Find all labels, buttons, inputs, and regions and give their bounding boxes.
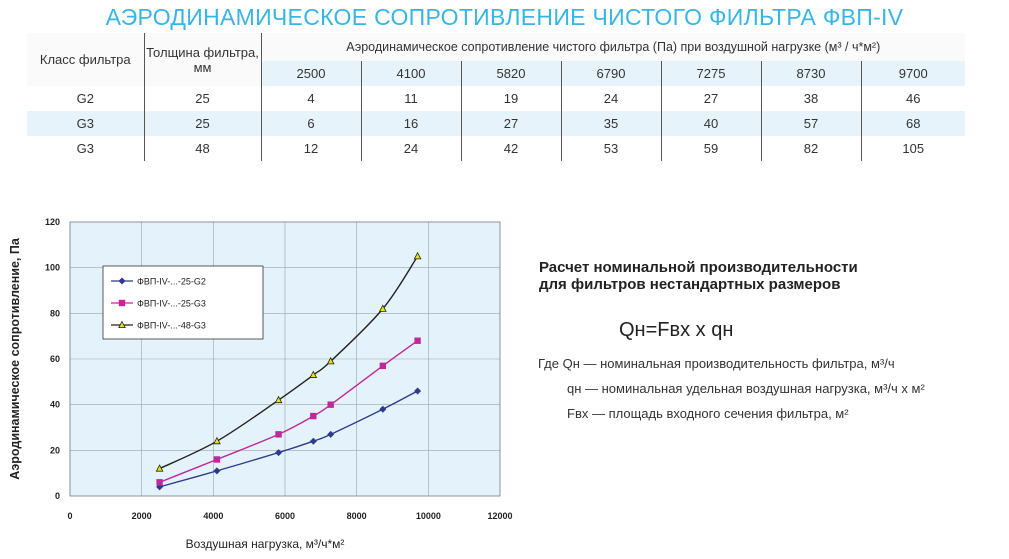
data-point [119,300,125,306]
x-tick-label: 2000 [131,511,152,521]
y-tick-label: 80 [49,308,60,319]
calc-heading-line2: для фильтров нестандартных размеров [539,276,841,293]
data-point [327,401,333,407]
cell-thickness: 48 [144,136,261,161]
where-line-1: Где Qн — номинальная производительность фильтра, м³/ч [538,356,895,371]
y-tick-label: 0 [54,491,60,501]
header-load: 2500 [261,61,361,86]
cell-thickness: 25 [144,86,261,111]
x-tick-label: 0 [67,511,73,521]
cell-value: 11 [361,86,461,111]
header-resistance: Аэродинамическое сопротивление чистого фильтра (Па) при воздушной нагрузке (м³ / ч*м²) [261,33,965,61]
cell-class: G3 [27,136,144,161]
resistance-table [27,33,965,161]
y-axis-label: Аэродинамическое сопротивление, Па [8,238,22,480]
data-point [414,338,420,344]
header-load: 7275 [661,61,761,86]
resistance-chart [0,205,520,559]
chart-svg [0,205,520,559]
cell-value: 59 [661,136,761,161]
cell-value: 53 [561,136,661,161]
cell-value: 57 [761,111,861,136]
cell-value: 16 [361,111,461,136]
cell-value: 24 [361,136,461,161]
header-load: 9700 [861,61,965,86]
where-line-3: Fвх — площадь входного сечения фильтра, м² [567,406,849,421]
x-tick-label: 12000 [487,511,513,521]
cell-value: 105 [902,141,925,156]
y-tick-label: 120 [44,217,60,227]
cell-value: 27 [461,111,561,136]
cell-thickness: 25 [144,111,261,136]
cell-value: 40 [661,111,761,136]
header-load: 4100 [361,61,461,86]
x-tick-label: 10000 [415,511,441,521]
legend-entry: ФВП-IV-...-25-G3 [137,298,206,309]
x-axis-label: Воздушная нагрузка, м³/ч*м² [185,537,345,551]
where-line-2: qн — номинальная удельная воздушная нагрузка, м³/ч х м² [567,381,925,396]
cell-value: 6 [261,111,361,136]
cell-value: 24 [561,86,661,111]
cell-value: 42 [461,136,561,161]
x-tick-label: 4000 [203,511,224,521]
data-point [310,413,316,419]
y-tick-label: 60 [49,354,60,364]
y-tick-label: 40 [49,399,60,410]
table-row [27,86,965,111]
header-load: 6790 [561,61,661,86]
header-thickness: Толщина фильтра, мм [144,33,261,86]
header-filter-class: Класс фильтра [27,33,144,86]
header-load: 8730 [761,61,861,86]
calc-heading-line1: Расчет номинальной производительности [539,259,858,276]
cell-value: 82 [761,136,861,161]
y-tick-label: 100 [44,262,60,273]
calculation-section [538,259,1009,421]
cell-value: 27 [661,86,761,111]
data-point [156,479,162,485]
legend-entry: ФВП-IV-...-48-G3 [137,320,206,331]
cell-value: 38 [761,86,861,111]
cell-value: 68 [861,111,965,136]
cell-value: 4 [261,86,361,111]
x-tick-label: 6000 [274,511,296,521]
cell-class: G3 [27,111,144,136]
cell-value: 19 [461,86,561,111]
header-load: 5820 [461,61,561,86]
x-tick-label: 8000 [346,511,367,521]
cell-value: 46 [906,91,921,106]
formula: Qн=Fвх х qн [619,319,734,341]
legend [103,266,263,339]
table-row [27,111,965,136]
data-point [214,456,220,462]
table-row [27,136,965,161]
page-title: АЭРОДИНАМИЧЕСКОЕ СОПРОТИВЛЕНИЕ ЧИСТОГО ФИЛЬТРА ФВП-IV [105,4,904,30]
legend-entry: ФВП-IV-...-25-G2 [137,276,206,287]
y-tick-label: 20 [49,445,60,456]
cell-value: 12 [261,136,361,161]
data-point [275,431,281,437]
cell-class: G2 [27,86,144,111]
cell-value: 35 [561,111,661,136]
data-point [380,363,386,369]
